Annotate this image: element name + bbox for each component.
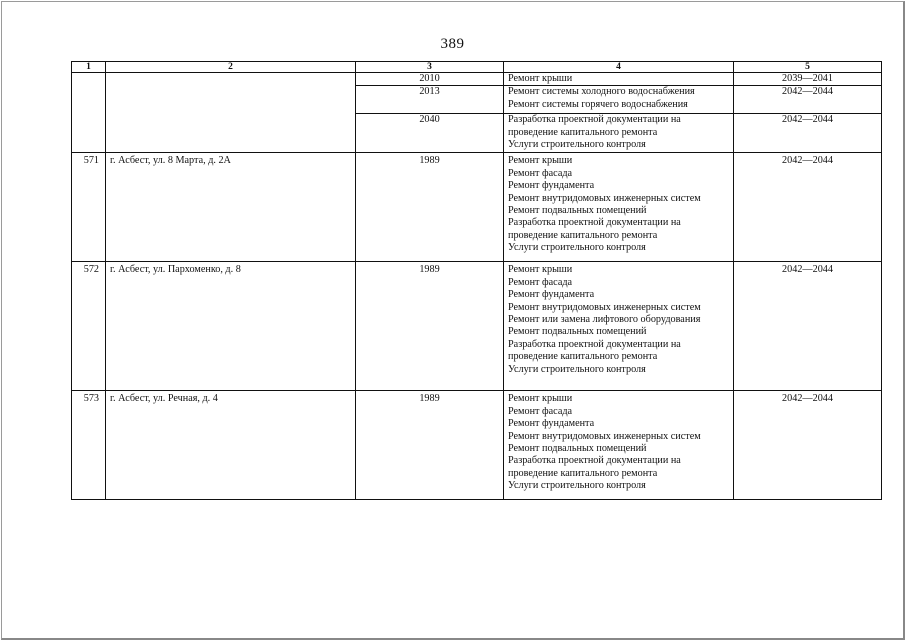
- works-cell: [504, 114, 734, 153]
- work-item: проведение капитального ремонта: [508, 126, 658, 138]
- works-cell: [504, 86, 734, 114]
- work-item: Разработка проектной документации на: [508, 114, 681, 126]
- work-item: Ремонт крыши: [508, 73, 573, 84]
- row-number-cell: 572: [72, 262, 106, 391]
- header-col-5: 5: [734, 62, 882, 73]
- period-cell: 2042—2044: [734, 391, 882, 500]
- header-col-1: 1: [72, 62, 106, 73]
- work-item: Ремонт фундамента: [508, 418, 595, 430]
- work-item: Услуги строительного контроля: [508, 480, 646, 492]
- work-item: Ремонт или замена лифтового оборудования: [508, 314, 701, 326]
- row-number-cell: 573: [72, 391, 106, 500]
- year-cell: 1989: [356, 391, 504, 500]
- header-row: [72, 62, 882, 73]
- row-number-cell: 571: [72, 153, 106, 262]
- table-row: [72, 153, 882, 262]
- works-cell: [504, 73, 734, 86]
- work-item: проведение капитального ремонта: [508, 229, 658, 241]
- work-item: Ремонт фундамента: [508, 180, 595, 192]
- works-cell: [504, 153, 734, 262]
- work-item: Ремонт внутридомовых инженерных систем: [508, 301, 701, 313]
- period-cell: 2042—2044: [734, 262, 882, 391]
- work-item: Ремонт крыши: [508, 264, 573, 276]
- work-item: Ремонт подвальных помещений: [508, 443, 647, 455]
- header-col-3: 3: [356, 62, 504, 73]
- work-item: Ремонт системы горячего водоснабжения: [508, 98, 688, 110]
- work-item: Разработка проектной документации на: [508, 338, 681, 350]
- period-cell: 2042—2044: [734, 153, 882, 262]
- works-cell: [504, 262, 734, 391]
- table-row: [72, 391, 882, 500]
- address-cell: г. Асбест, ул. Пархоменко, д. 8: [106, 262, 356, 391]
- address-cell: г. Асбест, ул. Речная, д. 4: [106, 391, 356, 500]
- repair-schedule-table: [71, 61, 882, 500]
- year-cell: 1989: [356, 262, 504, 391]
- work-item: Ремонт подвальных помещений: [508, 205, 647, 217]
- page-number: 389: [440, 36, 465, 52]
- work-item: Услуги строительного контроля: [508, 242, 646, 254]
- table-row: [72, 262, 882, 391]
- header-col-2: 2: [106, 62, 356, 73]
- work-item: Ремонт внутридомовых инженерных систем: [508, 192, 701, 204]
- row-number-cell: [72, 73, 106, 153]
- work-item: Разработка проектной документации на: [508, 217, 681, 229]
- work-item: проведение капитального ремонта: [508, 467, 658, 479]
- work-item: Услуги строительного контроля: [508, 363, 646, 375]
- period-cell: 2042—2044: [734, 114, 882, 153]
- work-item: Ремонт крыши: [508, 155, 573, 167]
- period-cell: 2039—2041: [734, 73, 882, 86]
- work-item: Услуги строительного контроля: [508, 139, 646, 151]
- work-item: Ремонт фасада: [508, 167, 573, 179]
- work-item: Ремонт системы холодного водоснабжения: [508, 86, 695, 98]
- work-item: Разработка проектной документации на: [508, 455, 681, 467]
- address-cell: г. Асбест, ул. 8 Марта, д. 2А: [106, 153, 356, 262]
- works-cell: [504, 391, 734, 500]
- year-cell: 2013: [356, 86, 504, 114]
- year-cell: 2010: [356, 73, 504, 86]
- year-cell: 1989: [356, 153, 504, 262]
- table-row: [72, 73, 882, 86]
- address-cell: [106, 73, 356, 153]
- work-item: Ремонт фасада: [508, 276, 573, 288]
- work-item: проведение капитального ремонта: [508, 351, 658, 363]
- work-item: Ремонт фундамента: [508, 289, 595, 301]
- year-cell: 2040: [356, 114, 504, 153]
- header-col-4: 4: [504, 62, 734, 73]
- period-cell: 2042—2044: [734, 86, 882, 114]
- work-item: Ремонт внутридомовых инженерных систем: [508, 430, 701, 442]
- work-item: Ремонт фасада: [508, 405, 573, 417]
- work-item: Ремонт подвальных помещений: [508, 326, 647, 338]
- work-item: Ремонт крыши: [508, 393, 573, 405]
